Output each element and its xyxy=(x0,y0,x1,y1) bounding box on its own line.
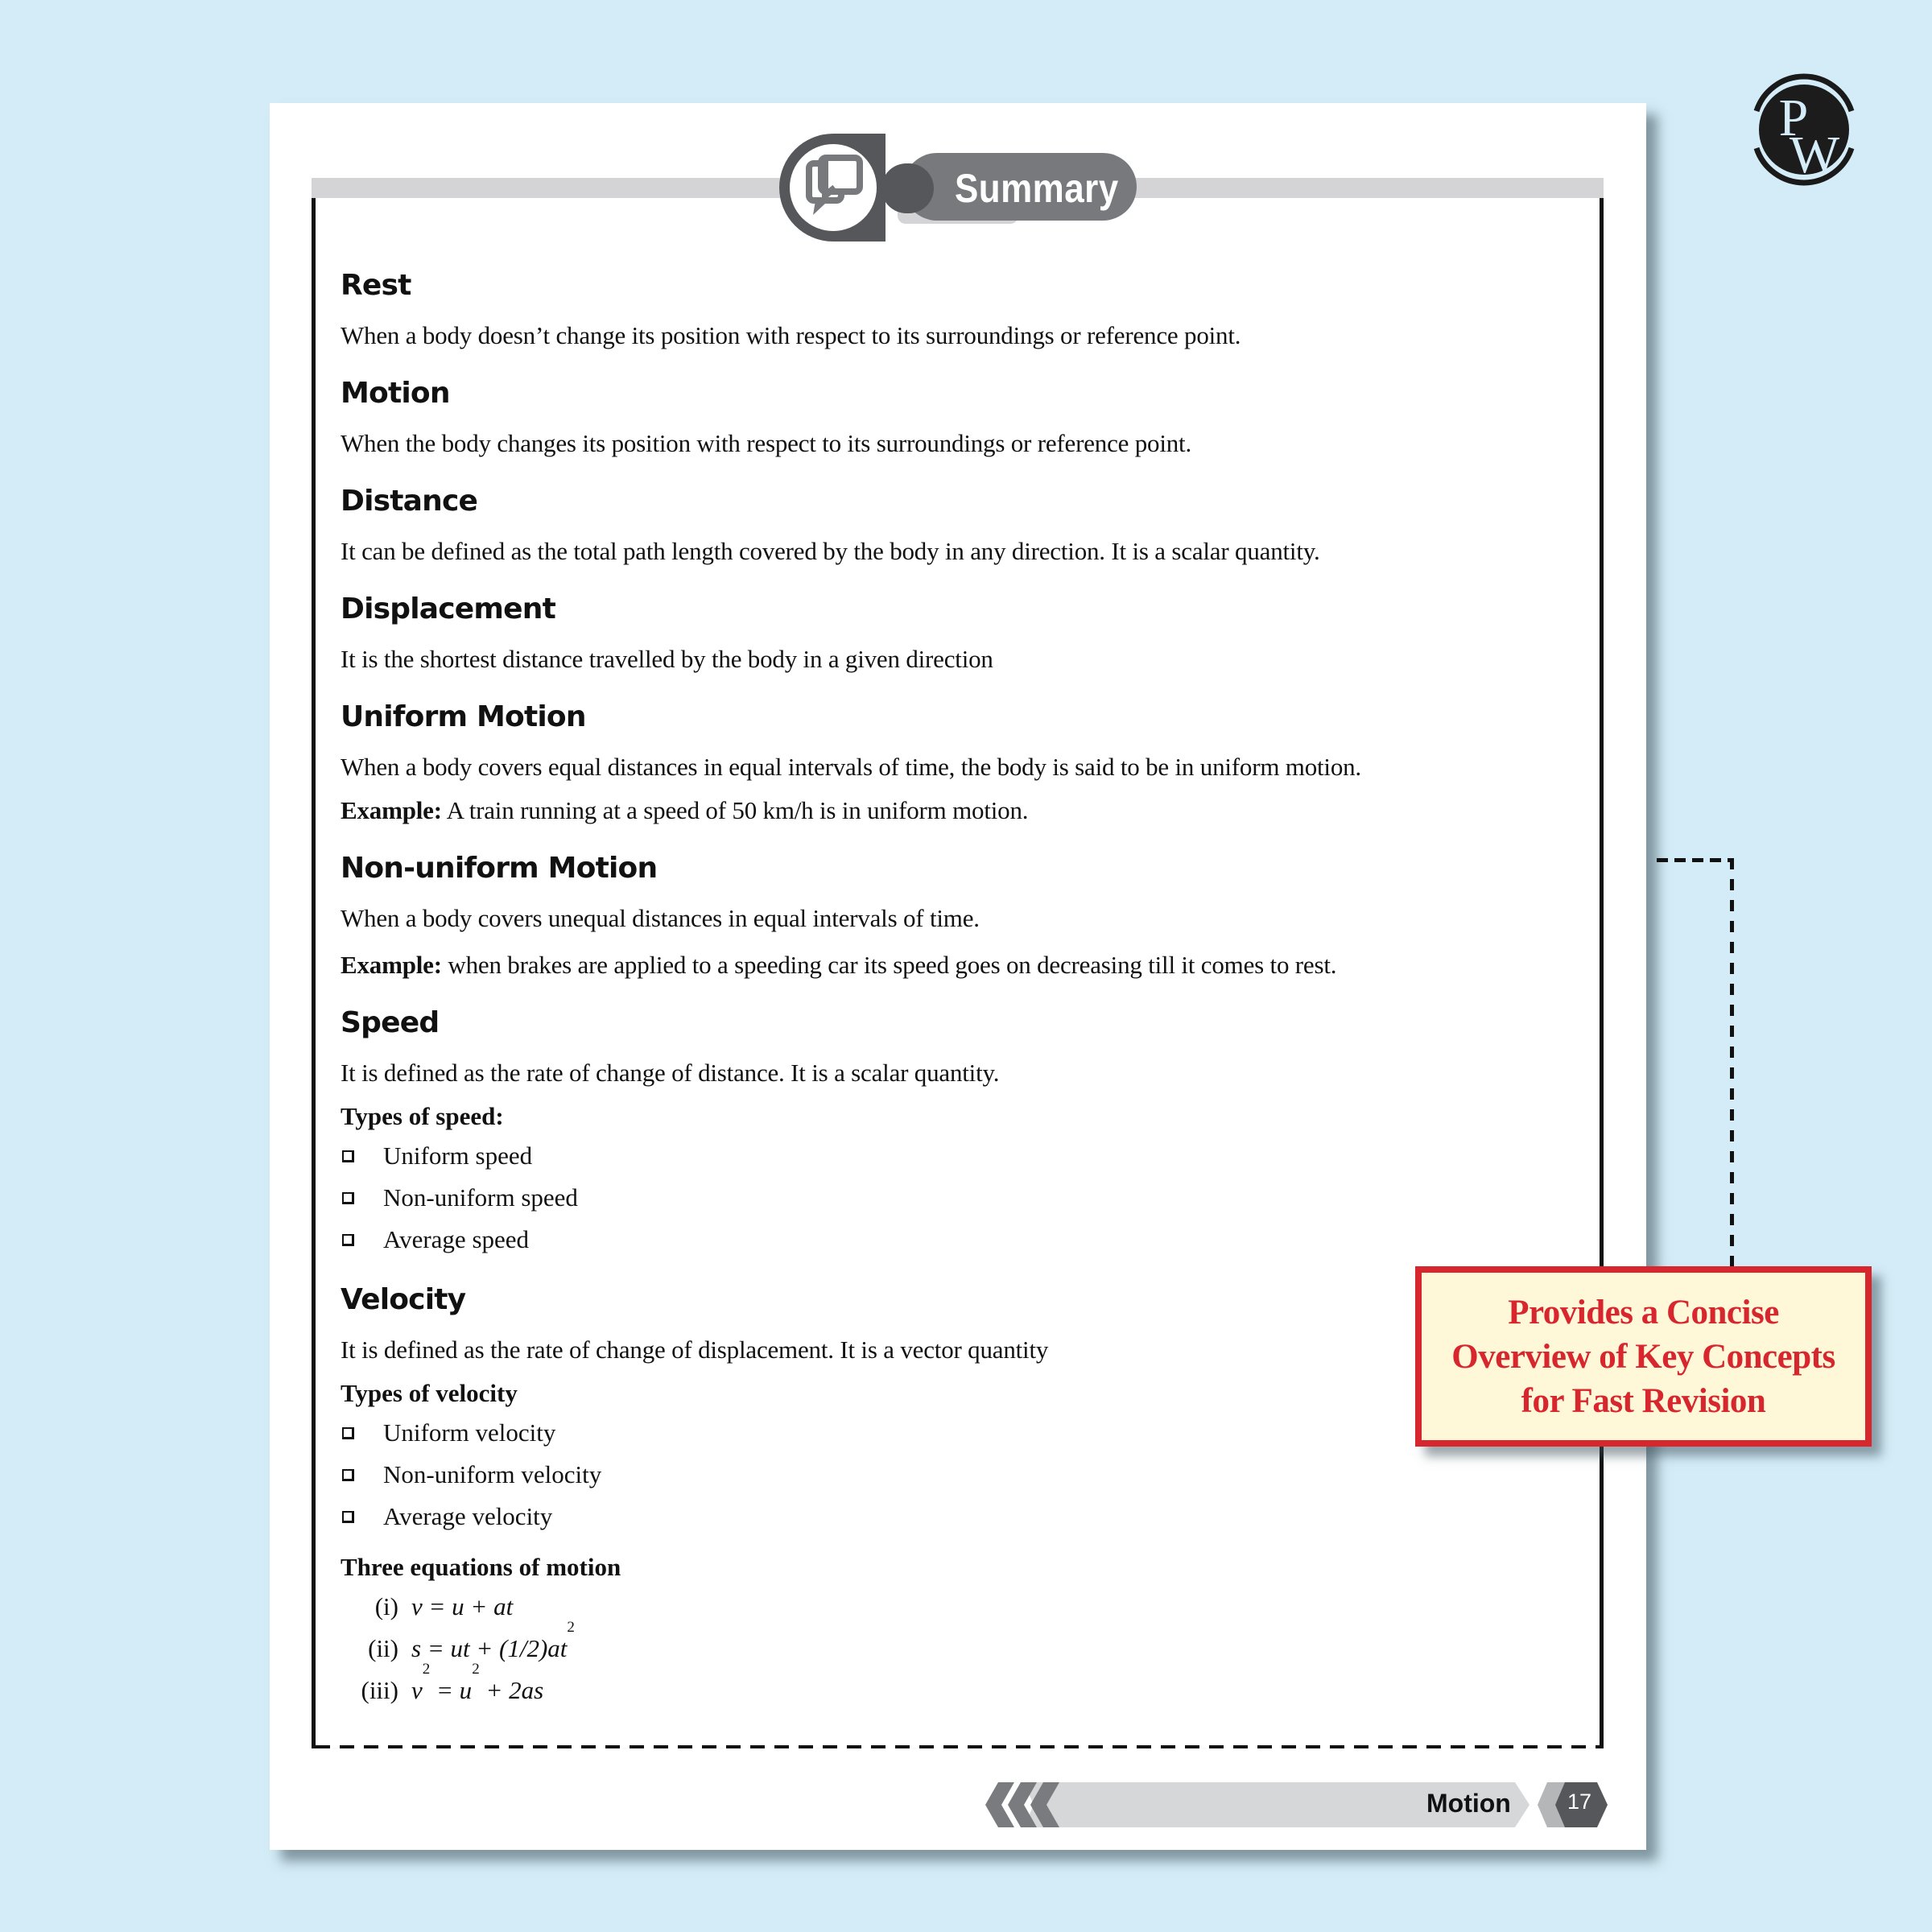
callout-connector xyxy=(1730,858,1734,1266)
svg-text:W: W xyxy=(1789,126,1840,184)
checkbox-bullet-icon xyxy=(342,1511,354,1523)
summary-content xyxy=(341,266,1588,1711)
list-item: Average velocity xyxy=(341,1496,1588,1538)
list-item: Uniform speed xyxy=(341,1135,1588,1177)
pw-logo-icon xyxy=(1747,69,1861,190)
section-speed xyxy=(341,1003,1588,1261)
list-item: Uniform velocity xyxy=(341,1412,1588,1454)
heading: Velocity xyxy=(341,1283,466,1316)
list-item: Non-uniform speed xyxy=(341,1177,1588,1219)
heading: Distance xyxy=(341,485,478,518)
section-title: Summary xyxy=(955,166,1119,211)
section-distance xyxy=(341,481,1588,570)
example xyxy=(341,947,1588,984)
example-label: Example: xyxy=(341,951,442,979)
section-rest xyxy=(341,266,1588,354)
definition: When the body changes its position with respect to its surroundings or reference point. xyxy=(341,429,1192,457)
feature-callout xyxy=(1415,1266,1872,1447)
equation: (iii) v 2 = u 2 + 2as xyxy=(361,1661,544,1704)
chapter-title: Motion xyxy=(1426,1789,1511,1818)
types-label: Types of velocity xyxy=(341,1379,518,1407)
definition: It can be defined as the total path length covered by the body in any direction. It is a scalar quantity. xyxy=(341,537,1320,565)
definition: It is defined as the rate of change of distance. It is a scalar quantity. xyxy=(341,1059,1000,1087)
definition: When a body covers equal distances in equal intervals of time, the body is said to be in uniform motion. xyxy=(341,753,1361,781)
checkbox-bullet-icon xyxy=(342,1234,354,1246)
definition: It is defined as the rate of change of displacement. It is a vector quantity xyxy=(341,1335,1049,1364)
checkbox-bullet-icon xyxy=(342,1469,354,1481)
example xyxy=(341,792,1588,829)
section-motion xyxy=(341,374,1588,462)
heading: Motion xyxy=(341,377,450,410)
page-number: 17 xyxy=(1567,1790,1592,1814)
definition: It is the shortest distance travelled by the body in a given direction xyxy=(341,645,993,673)
checkbox-bullet-icon xyxy=(342,1427,354,1439)
callout-line: for Fast Revision xyxy=(1521,1381,1766,1420)
equations-of-motion xyxy=(341,1549,1588,1711)
example-text: A train running at a speed of 50 km/h is in uniform motion. xyxy=(441,796,1029,824)
section-non-uniform-motion xyxy=(341,848,1588,984)
heading: Speed xyxy=(341,1006,440,1039)
checkbox-bullet-icon xyxy=(342,1192,354,1204)
svg-text:P: P xyxy=(1778,89,1809,147)
equation: (i) v = u + at xyxy=(374,1592,514,1620)
callout-line: Provides a Concise xyxy=(1508,1293,1779,1331)
heading: Displacement xyxy=(341,592,555,625)
example-text: when brakes are applied to a speeding car its speed goes on decreasing till it comes to rest. xyxy=(441,951,1337,979)
heading: Non-uniform Motion xyxy=(341,852,658,885)
definition: When a body covers unequal distances in equal intervals of time. xyxy=(341,904,980,932)
dashed-border xyxy=(316,1745,1600,1748)
section-uniform-motion xyxy=(341,697,1588,829)
callout-connector xyxy=(1657,858,1734,862)
types-label: Types of speed: xyxy=(341,1102,504,1130)
list-item: Non-uniform velocity xyxy=(341,1454,1588,1496)
callout-line: Overview of Key Concepts xyxy=(1451,1337,1835,1376)
example-label: Example: xyxy=(341,796,442,824)
section-displacement xyxy=(341,589,1588,678)
equations-label: Three equations of motion xyxy=(341,1553,621,1581)
checkbox-bullet-icon xyxy=(342,1150,354,1162)
heading: Rest xyxy=(341,269,411,302)
equation: (ii) s = ut + (1/2)at 2 xyxy=(368,1619,575,1662)
section-velocity xyxy=(341,1280,1588,1538)
list-item: Average speed xyxy=(341,1219,1588,1261)
footer-bar xyxy=(984,1782,1608,1827)
definition: When a body doesn’t change its position with respect to its surroundings or reference point. xyxy=(341,321,1241,349)
heading: Uniform Motion xyxy=(341,700,586,733)
